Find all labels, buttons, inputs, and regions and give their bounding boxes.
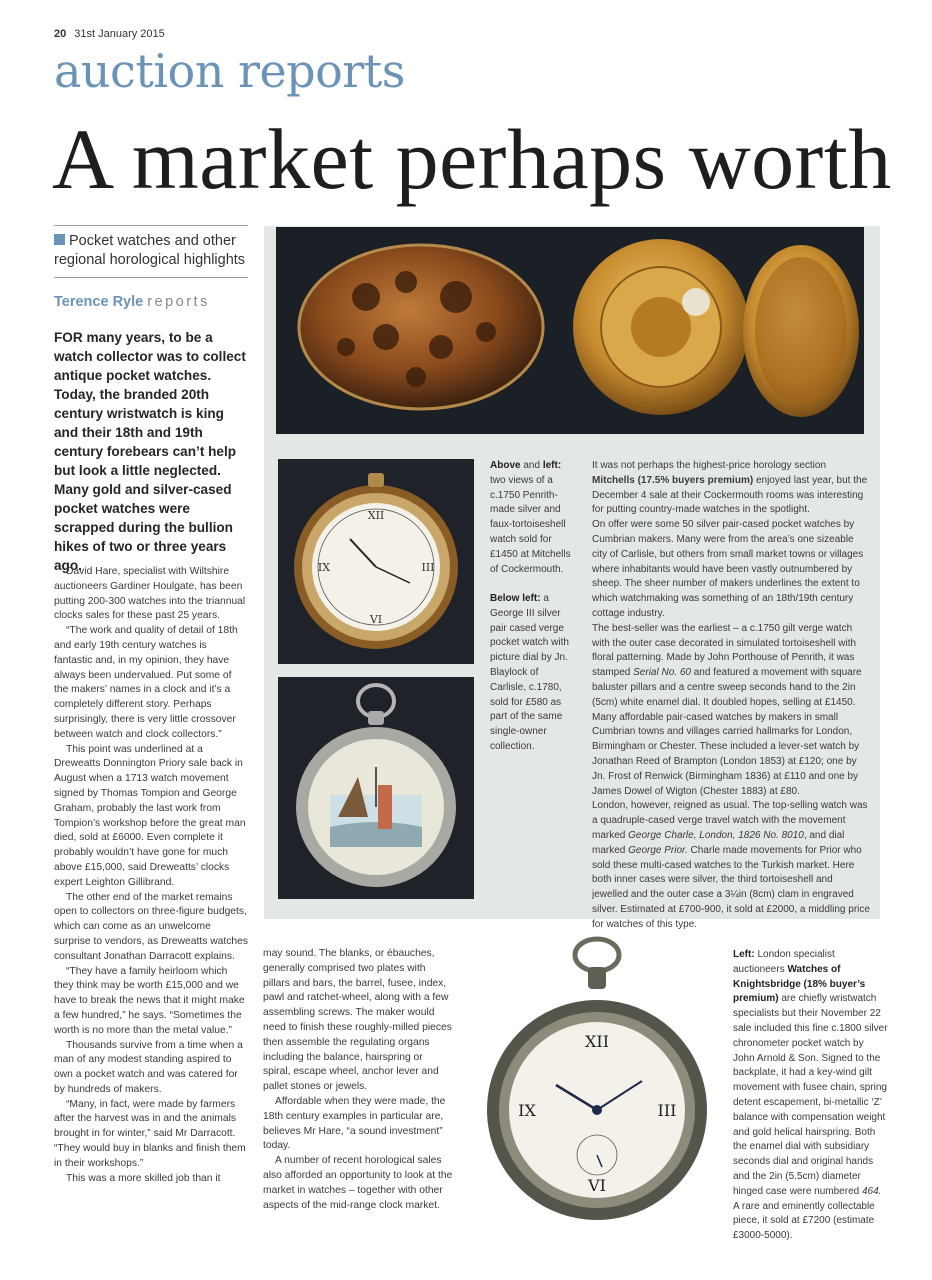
svg-text:IX: IX bbox=[317, 561, 331, 574]
svg-text:III: III bbox=[657, 1101, 677, 1120]
issue-date: 31st January 2015 bbox=[74, 28, 165, 40]
text-run: , and dial marked bbox=[592, 829, 845, 856]
paragraph: Affordable when they were made, the 18th century examples in particular are, believes Mr Hare, “a sound investment” today. bbox=[263, 1095, 446, 1152]
svg-text:VI: VI bbox=[369, 613, 383, 626]
author-name: Terence Ryle bbox=[54, 294, 144, 310]
caption-text: a George III silver pair cased verge pocket watch with picture dial by Jn. Blaylock of Carlisle, c.1780, sold for £580 as part of the same single-owner collection. bbox=[490, 593, 569, 752]
svg-text:III: III bbox=[421, 561, 435, 574]
arnold-chronometer-watch-photo bbox=[484, 935, 710, 1235]
paragraph: “Many, in fact, were made by farmers after the harvest was in and the animals brought in for winter,” said Mr Darracott. “They would buy in blanks and finish them in their workshops.” bbox=[54, 1098, 246, 1169]
page-folio bbox=[54, 28, 165, 40]
paragraph: “The work and quality of detail of 18th and early 19th century watches is fantastic and, in my opinion, they have always been undervalued. Put some of the makers’ names in a clock and it’s a completely different story. Perhaps surprisingly, there is very little crossover between watch and clock collectors.” bbox=[54, 625, 238, 740]
paragraph: This point was underlined at a Dreweatts Donnington Priory sale back in August when a 1713 watch movement signed by Thomas Tompion and George Graham, probably the last work from Tompion’s workshop before the great man died, sold at £6000. Even complete it probably wouldn’t have gone for much above £15,000, said Dreweatts’ clocks expert Leighton Gillibrand. bbox=[54, 743, 246, 888]
paragraph: This was a more skilled job than it bbox=[66, 1172, 221, 1184]
caption-text: and bbox=[520, 460, 543, 471]
text-run: and featured a movement with square baluster pillars and a centre sweep seconds hand to the 2in (5cm) white enamel dial. It doubled hopes, selling at £1450. bbox=[592, 667, 862, 708]
article-column-2 bbox=[263, 947, 453, 1213]
byline bbox=[54, 294, 210, 310]
page-number: 20 bbox=[54, 28, 67, 40]
text-run: London, however, reigned as usual. The top-selling watch was a quadruple-cased verge travel watch with the movement marked bbox=[592, 800, 868, 841]
square-bullet-icon bbox=[54, 234, 65, 245]
text-run: enjoyed last year, but the December 4 sale at their Cockermouth rooms was interesting for putting country-made watches in the spotlight. bbox=[592, 474, 868, 516]
paragraph: The other end of the market remains open to collectors on three-figure budgets, which can come as an unwelcome surprise to vendors, as Dreweatts watches consultant Jonathan Darracott explains. bbox=[54, 891, 249, 962]
text-run-italic: George Charle, London, 1826 No. 8010 bbox=[628, 829, 804, 841]
paragraph bbox=[592, 799, 870, 932]
caption-lead: Below left: bbox=[490, 593, 541, 604]
svg-text:XII: XII bbox=[367, 509, 385, 522]
text-run-italic: Serial No. 60 bbox=[633, 667, 691, 679]
paragraph: David Hare, specialist with Wiltshire auctioneers Gardiner Houlgate, has been putting 200-300 watches into the triannual clocks sales for these past 25 years. bbox=[54, 566, 246, 622]
article-column-1 bbox=[54, 565, 248, 1186]
caption-text: two views of a c.1750 Penrith-made silver and faux-tortoiseshell watch sold for £1450 at Mitchells of Cockermouth. bbox=[490, 474, 571, 575]
auctioneer-name: Watches of Knightsbridge (18% buyer’s premium) bbox=[733, 963, 866, 1005]
section-title: auction reports bbox=[54, 44, 405, 98]
paragraph: “They have a family heirloom which they think may be worth £15,000 and we have to break the news that it might make a few hundred,” he says. “Sometimes the worth is no more than the metal value.” bbox=[54, 965, 245, 1036]
headline: A market perhaps worth bbox=[52, 111, 892, 207]
standfirst bbox=[54, 225, 248, 278]
svg-text:VI: VI bbox=[588, 1176, 606, 1195]
caption-above bbox=[490, 459, 572, 577]
caption-lead: Above bbox=[490, 460, 521, 471]
caption-below-left bbox=[490, 592, 572, 755]
caption-lead: left: bbox=[542, 460, 562, 471]
penrith-watch-dial-photo bbox=[278, 459, 474, 664]
caption-text: A rare and eminently collectable piece, it sold at £7200 (estimate £3000-5000). bbox=[733, 1200, 875, 1242]
paragraph bbox=[592, 622, 870, 711]
blaylock-picture-dial-watch-photo bbox=[278, 677, 474, 899]
intro-paragraph: FOR many years, to be a watch collector was to collect antique pocket watches. Today, the branded 20th century wristwatch is king and their 18th and 19th century forebears can’t help but look a little neglected. Many gold and silver-cased pocket watches were scrapped during the bullion hikes of two or three years ago. bbox=[54, 330, 246, 573]
caption-left bbox=[733, 948, 888, 1244]
text-run: The best-seller was the earliest – a c.1750 gilt verge watch with the outer case decorated in simulated tortoiseshell with floral patterning. Made by John Porthouse of Penrith, it was stamped bbox=[592, 622, 857, 679]
caption-text: London specialist auctioneers bbox=[733, 949, 835, 975]
caption-text: are chiefly wristwatch specialists but their November 22 sale included this fine c.1800 silver chronometer pocket watch by John Arnold & Son. Signed to the backplate, it had a key-wind gilt movement with fusee chain, spring detent escapement, bi-metallic ‘Z’ balance with compensation weight and gold helical hairspring. Both the enamel dial with subsidiary seconds dial and original hands and the 2in (5.5cm) diameter hinged case were numbered bbox=[733, 993, 888, 1197]
paragraph: may sound. The blanks, or ébauches, generally comprised two plates with pillars and bars, the barrel, fusee, index, pawl and ratchet-wheel, along with a few assembling screws. The maker would need to finish these roughly-milled pieces then assemble the regulating organs including the balance, hairspring or spiral, escape wheel, anchor lever and pallet stones or jewels. bbox=[263, 948, 452, 1093]
text-run-italic: George Prior. bbox=[628, 844, 688, 856]
auctioneer-name: Mitchells (17.5% buyers premium) bbox=[592, 474, 754, 486]
paragraph: On offer were some 50 silver pair-cased pocket watches by Cumbrian makers. Many were from the area’s one sizeable city of Carlisle, but others from small market towns or villages where inhabitants would have been vastly outnumbered by sheep. The sheer number of makers underlines the extent to which watchmaking was something of an 18th/19th century cottage industry. bbox=[592, 519, 864, 619]
byline-role: reports bbox=[147, 294, 210, 310]
svg-text:IX: IX bbox=[518, 1101, 536, 1120]
svg-text:XII: XII bbox=[584, 1032, 610, 1051]
text-run: It was not perhaps the highest-price horology section bbox=[592, 460, 827, 471]
caption-text-italic: 464. bbox=[861, 1185, 882, 1197]
paragraph bbox=[592, 459, 870, 518]
panel-article-text bbox=[592, 459, 870, 933]
paragraph: A number of recent horological sales also afforded an opportunity to look at the market in watches – together with other aspects of the mid-range clock market. bbox=[263, 1155, 453, 1211]
standfirst-text: Pocket watches and other regional horological highlights bbox=[54, 233, 246, 268]
paragraph: Many affordable pair-cased watches by makers in small Cumbrian towns and villages carried hallmarks for London, Birmingham or Chester. These included a lever-set watch by Jonathan Reed of Brampton (London 1853) at £120; one by Jn. Frost of Renwick (Birmingham 1836) at £110 and one by James Dowel of Wigton (Chester 1883) at £80. bbox=[592, 711, 860, 797]
text-run: Charle made movements for Prior who sold these multi-cased watches to the Turkish market. Here both inner cases were silver, the third tortoiseshell and jewelled and the outer case a 3¼in (8cm) clam in engraved silver. Estimated at £700-900, it sold at £2000, a middling price for watches of this type. bbox=[592, 844, 870, 930]
paragraph: Thousands survive from a time when a man of any modest standing aspired to own a pocket watch and was catered for by hundreds of makers. bbox=[54, 1039, 243, 1095]
caption-lead: Left: bbox=[733, 949, 755, 960]
tortoiseshell-watch-photo bbox=[276, 227, 864, 434]
